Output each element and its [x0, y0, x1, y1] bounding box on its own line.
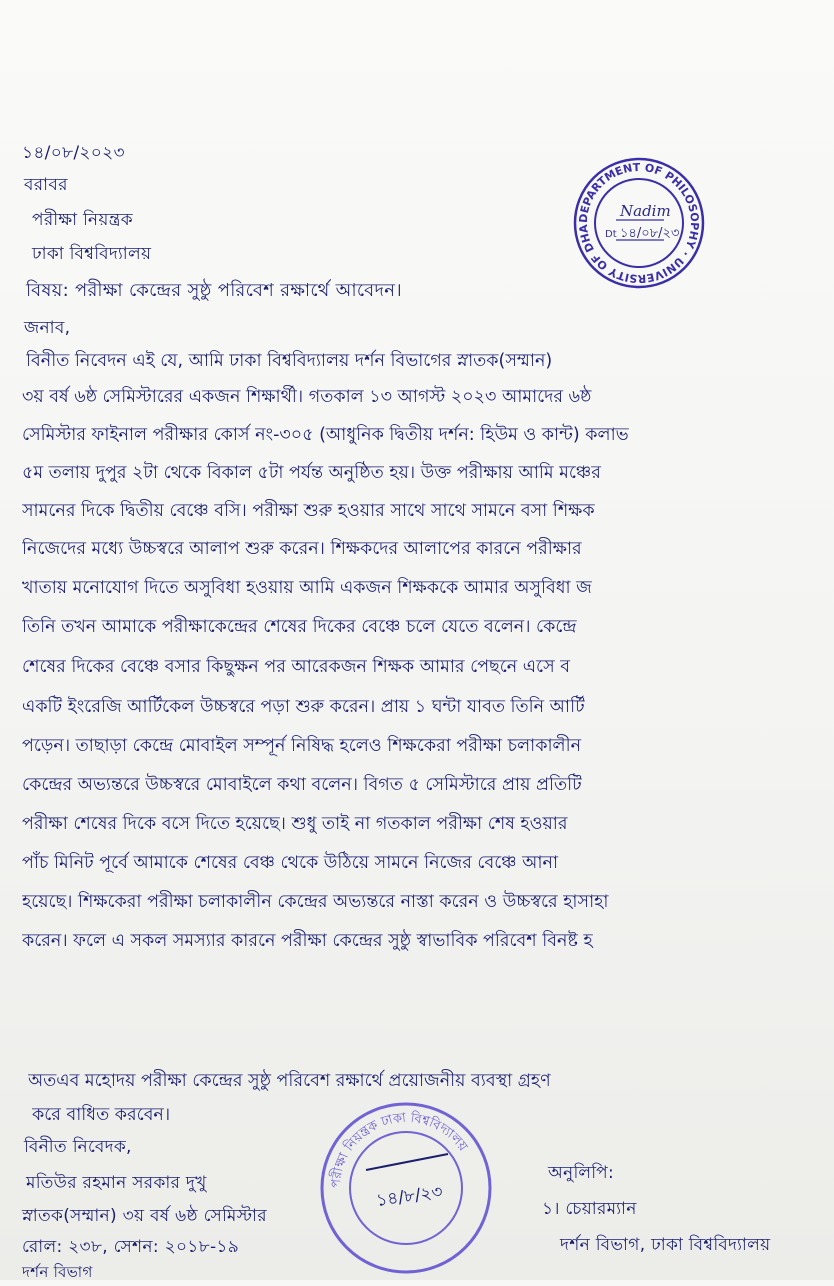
letter-subject: বিষয়: পরীক্ষা কেন্দ্রের সুষ্ঠু পরিবেশ রক্ষার্থে আবেদন।	[26, 280, 403, 301]
body-line: করেন। ফলে এ সকল সমস্যার কারনে পরীক্ষা কেন্দ্রের সুষ্ঠু স্বাভাবিক পরিবেশ বিনষ্ট হ	[22, 931, 593, 951]
seal-graphic	[572, 156, 706, 290]
copy-item: দর্শন বিভাগ, ঢাকা বিশ্ববিদ্যালয়	[560, 1235, 771, 1255]
body-line: পরীক্ষা শেষের দিকে বসে দিতে হয়েছে। শুধু তাই না গতকাল পরীক্ষা শেষ হওয়ার	[22, 814, 568, 834]
body-line: ৩য় বর্ষ ৬ষ্ঠ সেমিস্টারের একজন শিক্ষার্থী। গতকাল ১৩ আগস্ট ২০২৩ আমাদের ৬ষ্ঠ	[22, 387, 592, 407]
sender-department: দর্শন বিভাগ	[22, 1263, 93, 1281]
sender-program: স্নাতক(সম্মান) ৩য় বর্ষ ৬ষ্ঠ সেমিস্টার	[22, 1206, 267, 1226]
closing-line: করে বাধিত করবেন।	[32, 1105, 171, 1125]
letter-date: ১৪/০৮/২০২৩	[22, 143, 125, 163]
sender-roll: রোল: ২৩৮, সেশন: ২০১৮-১৯	[22, 1237, 240, 1257]
copy-heading: অনুলিপি:	[548, 1163, 615, 1183]
seal-arc-text: DEPARTMENT OF PHILOSOPHY · UNIVERSITY OF DHA	[576, 160, 702, 286]
exam-seal-arc-text: পরীক্ষা নিয়ন্ত্রক ঢাকা বিশ্ববিদ্যালয়	[328, 1110, 471, 1189]
received-by-signature: Nadim	[620, 202, 671, 220]
recipient-prefix: বরাবর	[24, 175, 68, 195]
body-line: সেমিস্টার ফাইনাল পরীক্ষার কোর্স নং-৩০৫ (আধুনিক দ্বিতীয় দর্শন: হিউম ও কান্ট) কলাভ	[22, 425, 629, 445]
closing-line: অতএব মহোদয় পরীক্ষা কেন্দ্রের সুষ্ঠু পরিবেশ রক্ষার্থে প্রয়োজনীয় ব্যবস্থা গ্রহণ	[28, 1071, 551, 1091]
exam-seal-graphic	[318, 1100, 494, 1276]
sign-off: বিনীত নিবেদক,	[24, 1137, 132, 1157]
body-line: সামনের দিকে দ্বিতীয় বেঞ্চে বসি। পরীক্ষা শুরু হওয়ার সাথে সাথে সামনে বসা শিক্ষক	[22, 501, 595, 521]
body-line: নিজেদের মধ্যে উচ্চস্বরে আলাপ শুরু করেন। শিক্ষকদের আলাপের কারনে পরীক্ষার	[22, 539, 582, 559]
body-line: একটি ইংরেজি আর্টিকেল উচ্চস্বরে পড়া শুরু করেন। প্রায় ১ ঘন্টা যাবত তিনি আর্টি	[22, 697, 585, 717]
body-line: বিনীত নিবেদন এই যে, আমি ঢাকা বিশ্ববিদ্যালয় দর্শন বিভাগের স্নাতক(সম্মান)	[26, 351, 553, 371]
copy-item: ১। চেয়ারম্যান	[542, 1199, 637, 1219]
seal-dt-label: Dt	[605, 229, 617, 240]
body-line: পড়েন। তাছাড়া কেন্দ্রে মোবাইল সম্পূর্ন নিষিদ্ধ হলেও শিক্ষকেরা পরীক্ষা চলাকালীন	[22, 736, 582, 756]
body-line: কেন্দ্রের অভ্যন্তরে উচ্চস্বরে মোবাইলে কথা বলেন। বিগত ৫ সেমিস্টারে প্রায় প্রতিটি	[22, 775, 582, 795]
sender-name: মতিউর রহমান সরকার দুখু	[26, 1173, 207, 1193]
body-line: হয়েছে। শিক্ষকেরা পরীক্ষা চলাকালীন কেন্দ্রের অভ্যন্তরে নাস্তা করেন ও উচ্চস্বরে হাসাহা	[22, 892, 609, 912]
recipient-title: পরীক্ষা নিয়ন্ত্রক	[32, 210, 133, 230]
recipient-organization: ঢাকা বিশ্ববিদ্যালয়	[32, 244, 152, 264]
exam-office-seal-stamp	[318, 1100, 494, 1276]
body-line: ৫ম তলায় দুপুর ২টা থেকে বিকাল ৫টা পর্যন্ত অনুষ্ঠিত হয়। উক্ত পরীক্ষায় আমি মঞ্চের	[22, 463, 601, 483]
body-line: শেষের দিকের বেঞ্চে বসার কিছুক্ষন পর আরেকজন শিক্ষক আমার পেছনে এসে ব	[22, 657, 570, 677]
received-date: ১৪/০৮/২৩	[620, 226, 680, 241]
salutation: জনাব,	[24, 318, 71, 338]
exam-received-date: ১৪/৮/২৩	[375, 1181, 444, 1212]
body-line: খাতায় মনোযোগ দিতে অসুবিধা হওয়ায় আমি একজন শিক্ষককে আমার অসুবিধা জ	[22, 578, 592, 598]
department-seal-stamp	[572, 156, 706, 290]
body-line: পাঁচ মিনিট পূর্বে আমাকে শেষের বেঞ্চ থেকে উঠিয়ে সামনে নিজের বেঞ্চে আনা	[22, 853, 559, 873]
svg-text:পরীক্ষা নিয়ন্ত্রক ঢাকা বিশ্বব	[328, 1110, 470, 1188]
body-line: তিনি তখন আমাকে পরীক্ষাকেন্দ্রের শেষের দিকের বেঞ্চে চলে যেতে বলেন। কেন্দ্রে	[22, 617, 577, 637]
